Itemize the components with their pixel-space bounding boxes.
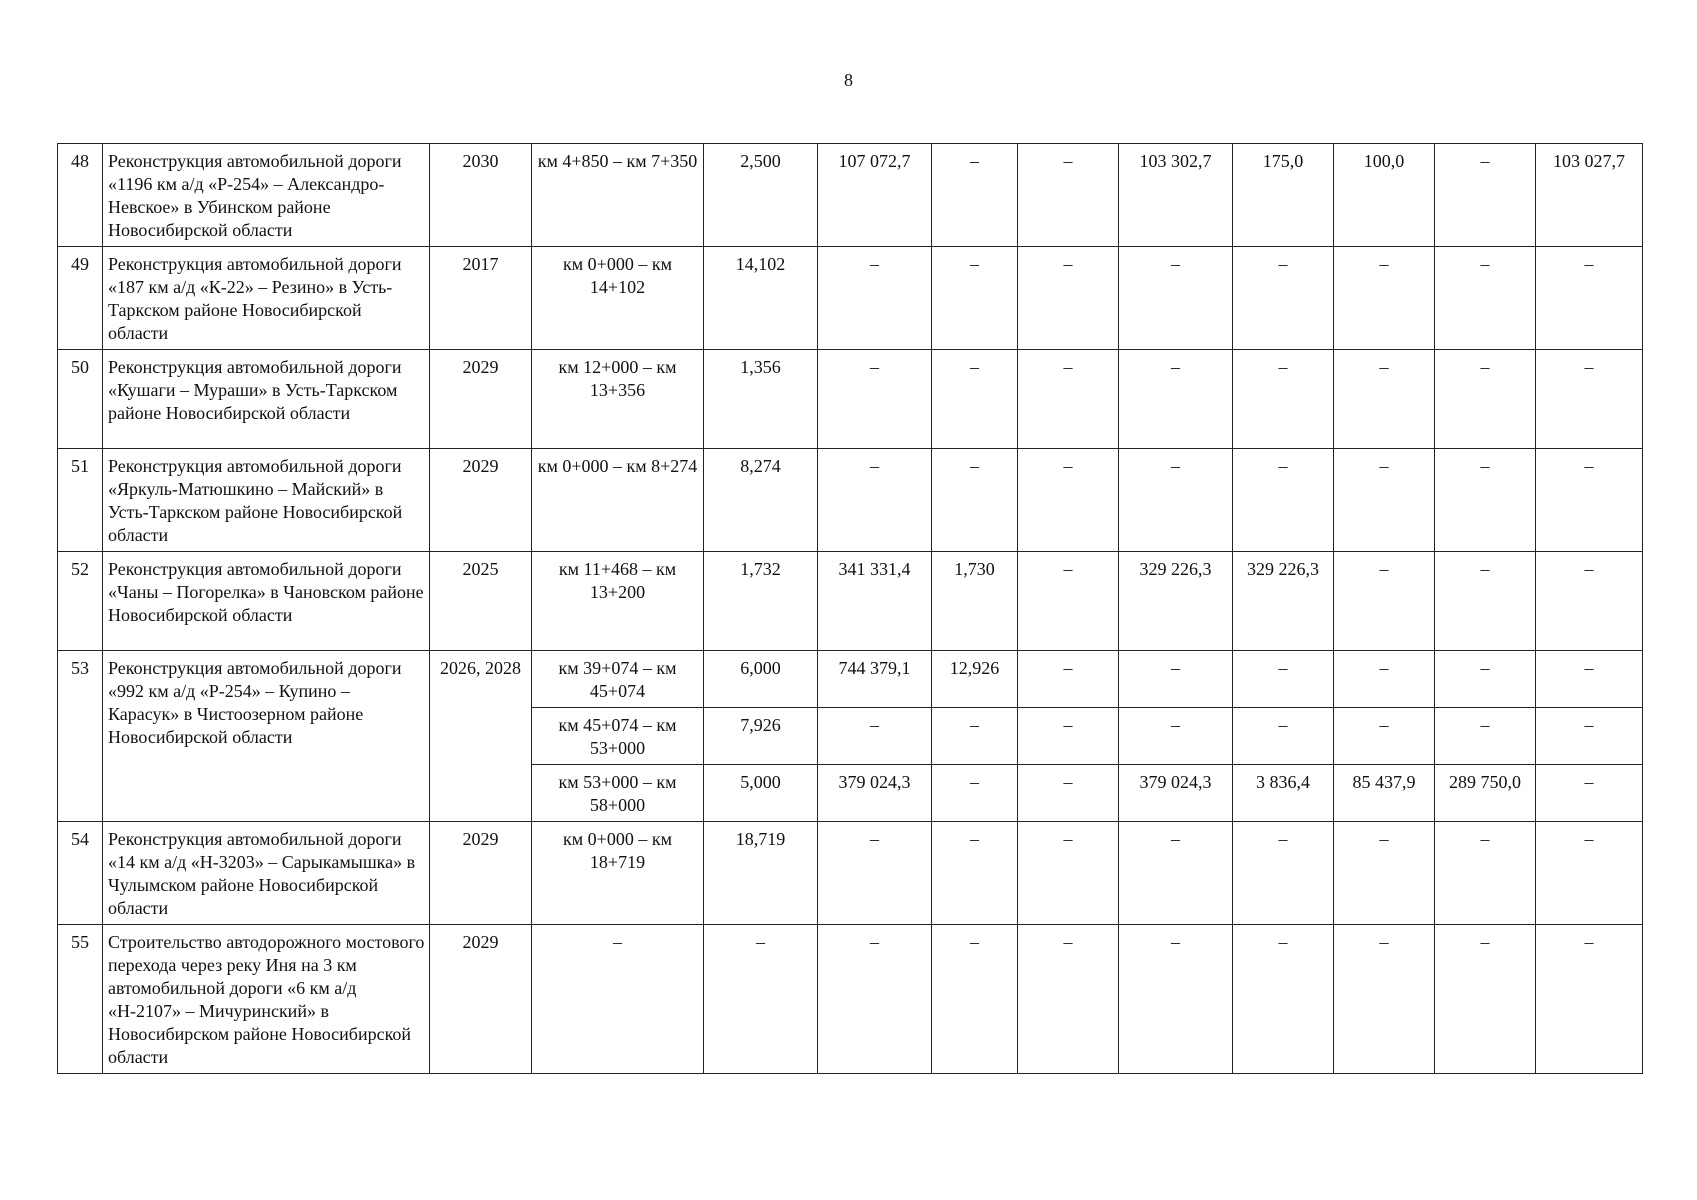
value-4: – [1119,247,1233,350]
row-number: 48 [58,144,103,247]
value-1: – [818,247,932,350]
page-number: 8 [844,70,853,90]
value-7: 289 750,0 [1435,765,1536,822]
roads-table [57,143,1643,1074]
value-2: – [932,708,1018,765]
length: 5,000 [704,765,818,822]
value-3: – [1018,552,1119,651]
row-number: 50 [58,350,103,449]
value-3: – [1018,925,1119,1074]
value-2: – [932,449,1018,552]
value-8: – [1536,350,1643,449]
value-6: – [1334,651,1435,708]
value-4: 379 024,3 [1119,765,1233,822]
km-range: км 12+000 – км 13+356 [532,350,704,449]
table-row [58,552,1643,651]
value-6: – [1334,708,1435,765]
year: 2026, 2028 [430,651,532,822]
value-7: – [1435,449,1536,552]
value-3: – [1018,822,1119,925]
km-range: км 0+000 – км 8+274 [532,449,704,552]
value-5: – [1233,449,1334,552]
value-2: – [932,144,1018,247]
table-row [58,925,1643,1074]
value-8: – [1536,449,1643,552]
value-7: – [1435,247,1536,350]
row-number: 49 [58,247,103,350]
value-7: – [1435,144,1536,247]
object-name: Реконструкция автомобильной дороги «Кушаги – Мураши» в Усть-Таркском районе Новосибирской области [103,350,430,449]
length: 1,356 [704,350,818,449]
table-row [58,350,1643,449]
year: 2017 [430,247,532,350]
value-2: – [932,350,1018,449]
value-7: – [1435,708,1536,765]
value-3: – [1018,765,1119,822]
km-range: км 53+000 – км 58+000 [532,765,704,822]
year: 2029 [430,925,532,1074]
table-row [58,651,1643,708]
row-number: 52 [58,552,103,651]
value-6: – [1334,552,1435,651]
value-5: – [1233,708,1334,765]
value-3: – [1018,708,1119,765]
km-range: – [532,925,704,1074]
value-6: – [1334,822,1435,925]
value-4: – [1119,651,1233,708]
value-1: – [818,822,932,925]
value-5: 175,0 [1233,144,1334,247]
value-2: – [932,925,1018,1074]
value-6: 100,0 [1334,144,1435,247]
value-8: – [1536,552,1643,651]
year: 2025 [430,552,532,651]
value-3: – [1018,449,1119,552]
value-5: – [1233,350,1334,449]
value-6: – [1334,925,1435,1074]
length: 6,000 [704,651,818,708]
value-1: 744 379,1 [818,651,932,708]
value-5: 329 226,3 [1233,552,1334,651]
object-name: Реконструкция автомобильной дороги «992 км а/д «Р-254» – Купино – Карасук» в Чистоозерном районе Новосибирской области [103,651,430,822]
value-4: 103 302,7 [1119,144,1233,247]
row-number: 51 [58,449,103,552]
value-8: – [1536,765,1643,822]
value-4: 329 226,3 [1119,552,1233,651]
value-7: – [1435,552,1536,651]
length: – [704,925,818,1074]
value-7: – [1435,925,1536,1074]
value-1: 379 024,3 [818,765,932,822]
km-range: км 39+074 – км 45+074 [532,651,704,708]
value-3: – [1018,350,1119,449]
value-1: 341 331,4 [818,552,932,651]
year: 2029 [430,449,532,552]
value-2: 12,926 [932,651,1018,708]
value-8: 103 027,7 [1536,144,1643,247]
value-4: – [1119,708,1233,765]
table-row [58,449,1643,552]
value-1: – [818,350,932,449]
length: 8,274 [704,449,818,552]
object-name: Реконструкция автомобильной дороги «1196 км а/д «Р-254» – Александро-Невское» в Убинском районе Новосибирской области [103,144,430,247]
value-3: – [1018,651,1119,708]
km-range: км 0+000 – км 14+102 [532,247,704,350]
value-2: – [932,247,1018,350]
value-5: – [1233,822,1334,925]
value-6: – [1334,449,1435,552]
value-7: – [1435,822,1536,925]
value-8: – [1536,822,1643,925]
table-row [58,144,1643,247]
object-name: Реконструкция автомобильной дороги «14 км а/д «Н-3203» – Сарыкамышка» в Чулымском районе Новосибирской области [103,822,430,925]
value-1: – [818,925,932,1074]
value-6: 85 437,9 [1334,765,1435,822]
table-row [58,822,1643,925]
object-name: Реконструкция автомобильной дороги «Чаны – Погорелка» в Чановском районе Новосибирской области [103,552,430,651]
value-5: – [1233,651,1334,708]
value-7: – [1435,651,1536,708]
year: 2029 [430,822,532,925]
km-range: км 45+074 – км 53+000 [532,708,704,765]
object-name: Строительство автодорожного мостового перехода через реку Иня на 3 км автомобильной дороги «6 км а/д «Н-2107» – Мичуринский» в Новосибирском районе Новосибирской области [103,925,430,1074]
value-8: – [1536,708,1643,765]
km-range: км 4+850 – км 7+350 [532,144,704,247]
value-4: – [1119,449,1233,552]
value-8: – [1536,651,1643,708]
row-number: 54 [58,822,103,925]
length: 7,926 [704,708,818,765]
value-4: – [1119,822,1233,925]
value-2: 1,730 [932,552,1018,651]
row-number: 53 [58,651,103,822]
object-name: Реконструкция автомобильной дороги «187 км а/д «К-22» – Резино» в Усть-Таркском районе Новосибирской области [103,247,430,350]
km-range: км 11+468 – км 13+200 [532,552,704,651]
length: 18,719 [704,822,818,925]
value-8: – [1536,925,1643,1074]
value-5: – [1233,247,1334,350]
value-6: – [1334,350,1435,449]
value-2: – [932,765,1018,822]
value-5: 3 836,4 [1233,765,1334,822]
value-4: – [1119,350,1233,449]
km-range: км 0+000 – км 18+719 [532,822,704,925]
year: 2030 [430,144,532,247]
value-1: – [818,449,932,552]
value-1: 107 072,7 [818,144,932,247]
value-3: – [1018,144,1119,247]
row-number: 55 [58,925,103,1074]
value-7: – [1435,350,1536,449]
value-6: – [1334,247,1435,350]
object-name: Реконструкция автомобильной дороги «Яркуль-Матюшкино – Майский» в Усть-Таркском районе Новосибирской области [103,449,430,552]
length: 2,500 [704,144,818,247]
value-8: – [1536,247,1643,350]
length: 14,102 [704,247,818,350]
value-2: – [932,822,1018,925]
value-1: – [818,708,932,765]
table-row [58,247,1643,350]
value-5: – [1233,925,1334,1074]
year: 2029 [430,350,532,449]
value-4: – [1119,925,1233,1074]
length: 1,732 [704,552,818,651]
value-3: – [1018,247,1119,350]
